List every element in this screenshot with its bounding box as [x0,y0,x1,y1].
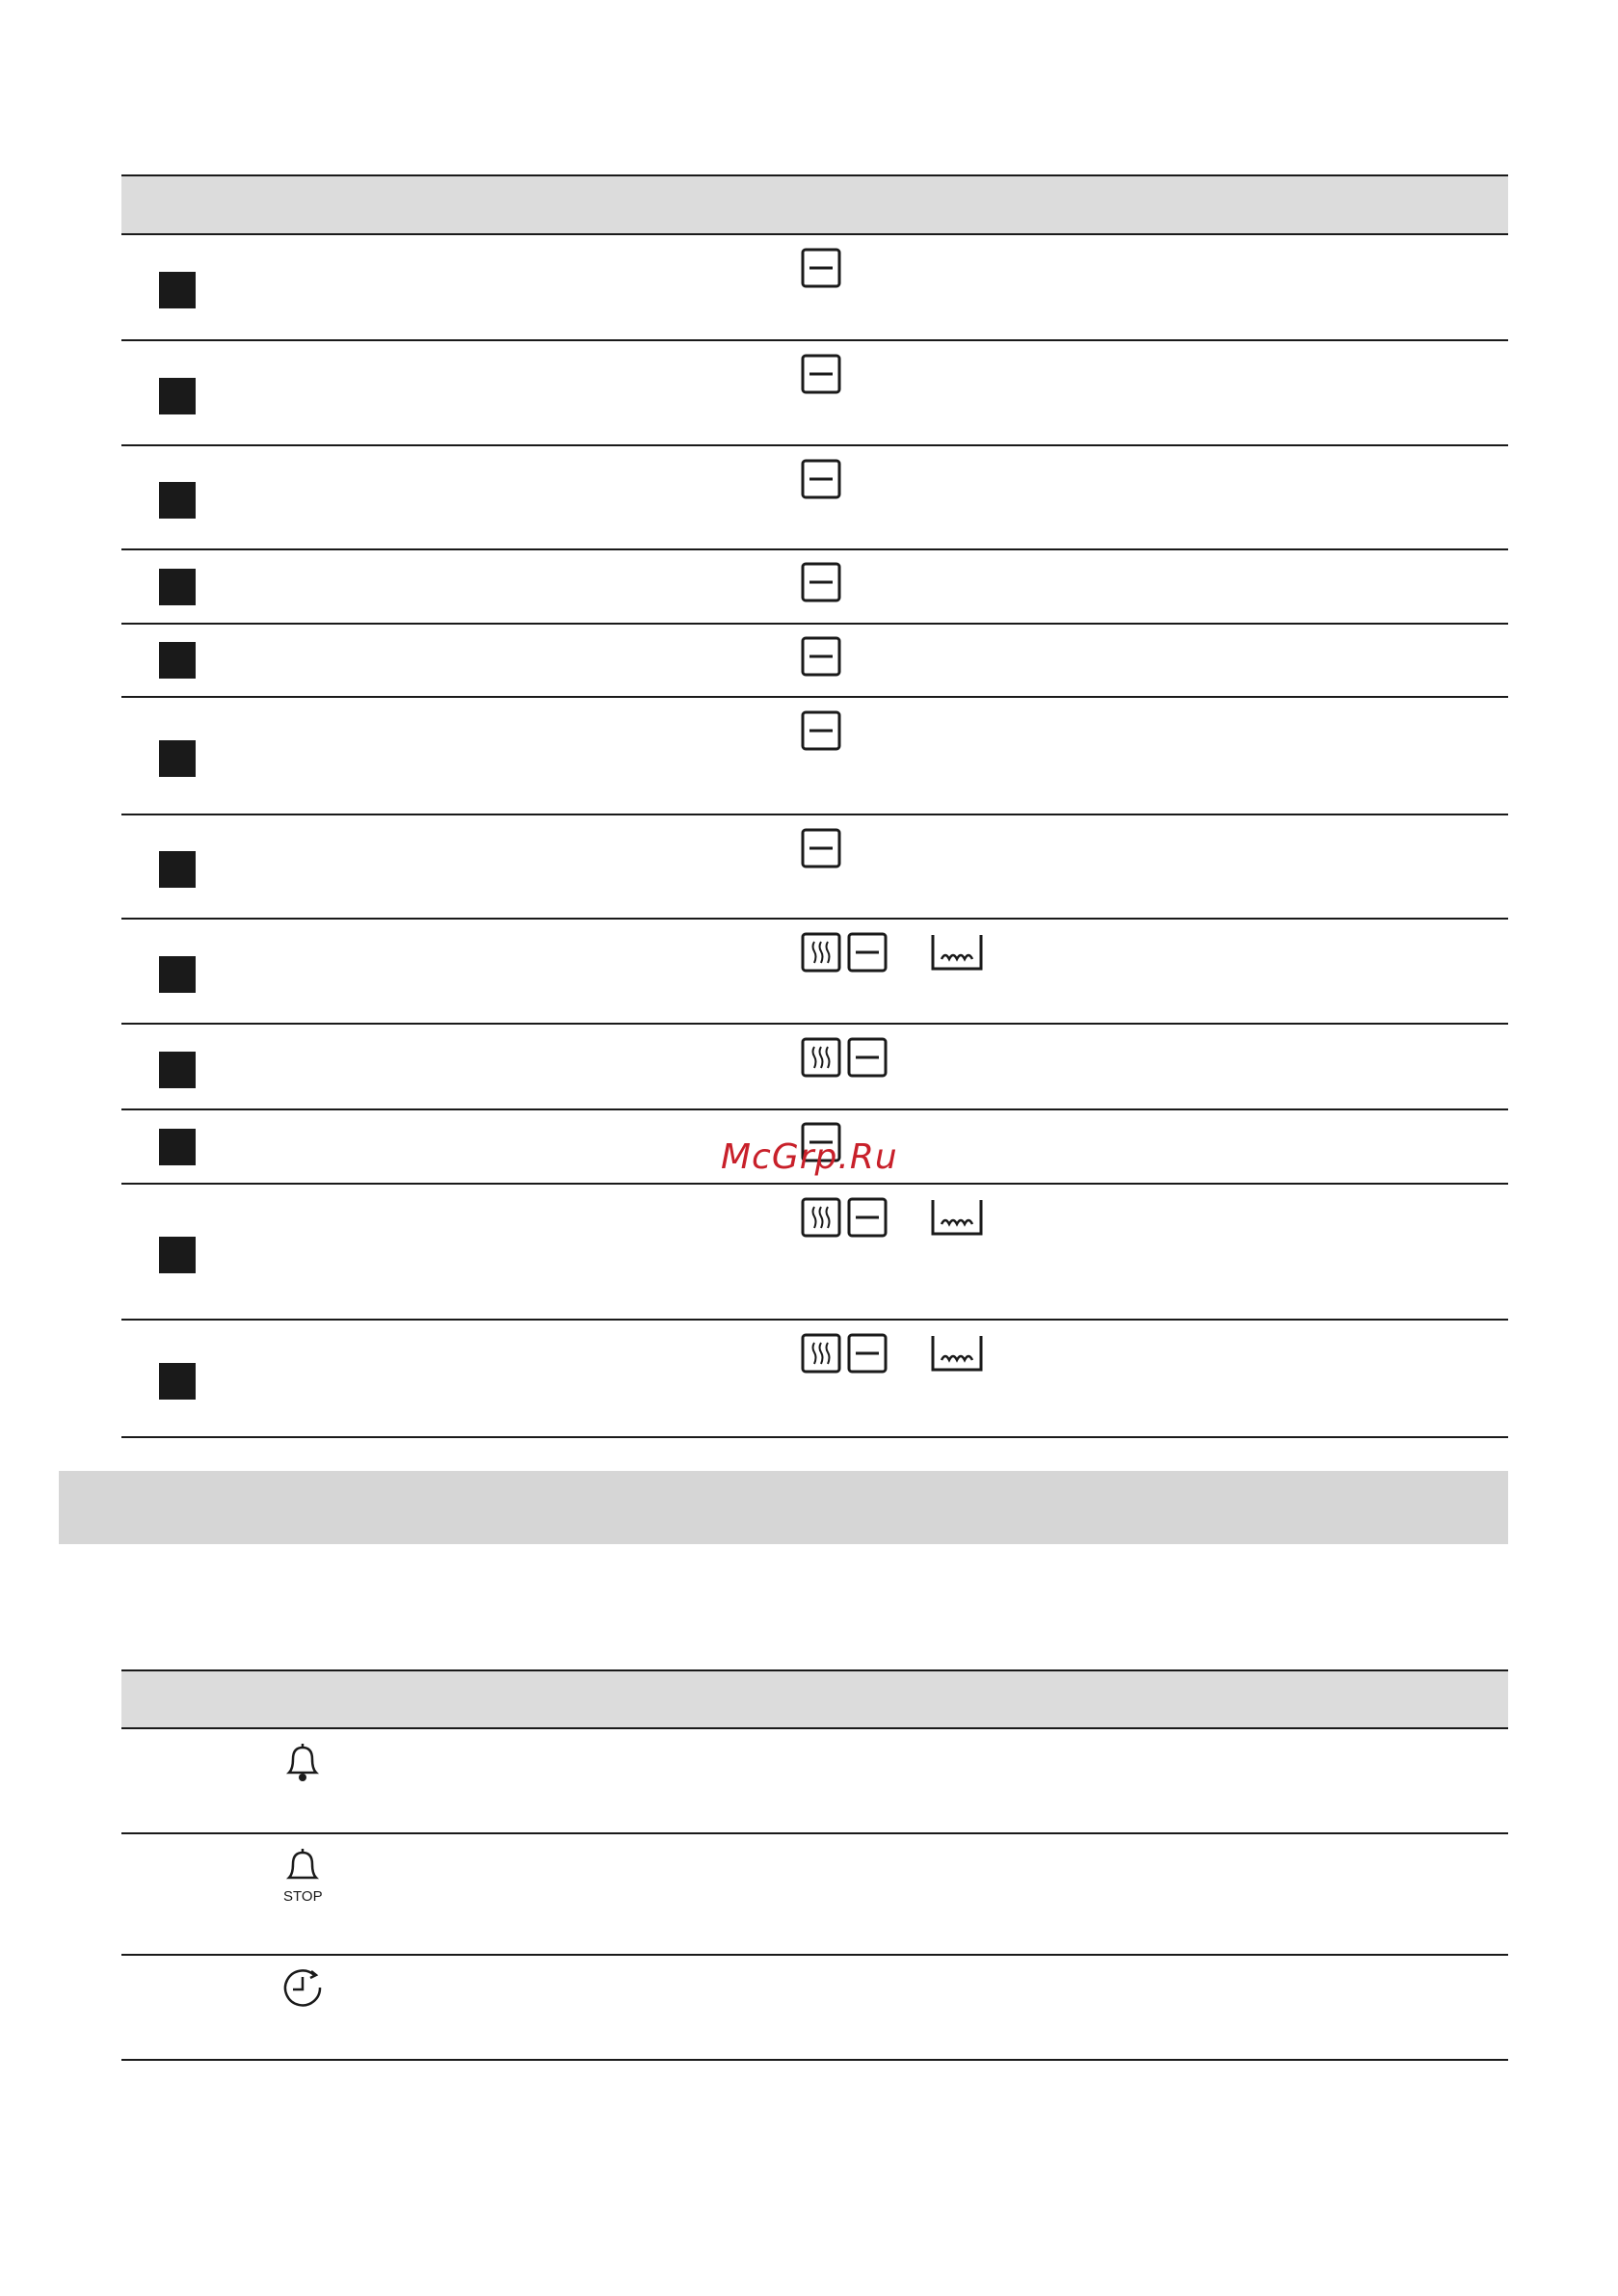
oven-bottom-heat-icon [801,459,841,504]
row-marker-square [159,378,196,414]
oven-bottom-heat-icon [801,354,841,399]
row-marker-square [159,740,196,777]
oven-bottom-heat-icon [801,636,841,681]
table1-header [121,175,1508,234]
bell-icon [281,1740,324,1789]
table-row [121,234,1508,340]
row-marker-square [159,569,196,605]
oven-bottom-heat-icon [847,1197,888,1242]
row-rule [121,1436,1508,1438]
steam-icon [801,1037,841,1082]
water-tray-icon [930,1197,984,1242]
table-row [121,1320,1508,1437]
row-marker-square [159,956,196,993]
oven-bottom-heat-icon [847,932,888,977]
table-row [121,549,1508,624]
table-row [121,814,1508,919]
row-marker-square [159,1363,196,1400]
table-row [121,340,1508,445]
table-row [121,1728,1508,1833]
table-row [121,1184,1508,1320]
row-marker-square [159,1237,196,1273]
table2-top-rule [121,1669,1508,1671]
row-marker-square [159,642,196,679]
table-row [121,697,1508,814]
row-marker-square [159,851,196,888]
timer-icon [281,1966,328,2016]
table-row [121,624,1508,697]
steam-icon [801,932,841,977]
row-rule [121,2059,1508,2061]
table-row [121,445,1508,549]
water-tray-icon [930,932,984,977]
table2-header [121,1670,1508,1728]
steam-icon [801,1197,841,1242]
oven-bottom-heat-icon [847,1333,888,1378]
table-row [121,1024,1508,1109]
oven-bottom-heat-icon [801,828,841,873]
water-tray-icon [930,1333,984,1378]
row-marker-square [159,1129,196,1165]
stop-icon-label: STOP [283,1888,323,1905]
table-row [121,1955,1508,2060]
table-row [121,1833,1508,1955]
oven-bottom-heat-icon [801,710,841,756]
row-marker-square [159,1052,196,1088]
row-marker-square [159,272,196,308]
row-marker-square [159,482,196,519]
table-row [121,919,1508,1024]
bell-stop-icon [281,1845,324,1894]
oven-bottom-heat-icon [847,1037,888,1082]
table1-top-rule [121,174,1508,176]
oven-bottom-heat-icon [801,562,841,607]
section-heading-band [59,1471,1508,1544]
oven-bottom-heat-icon [801,248,841,293]
watermark: McGrp.Ru [721,1137,898,1177]
steam-icon [801,1333,841,1378]
